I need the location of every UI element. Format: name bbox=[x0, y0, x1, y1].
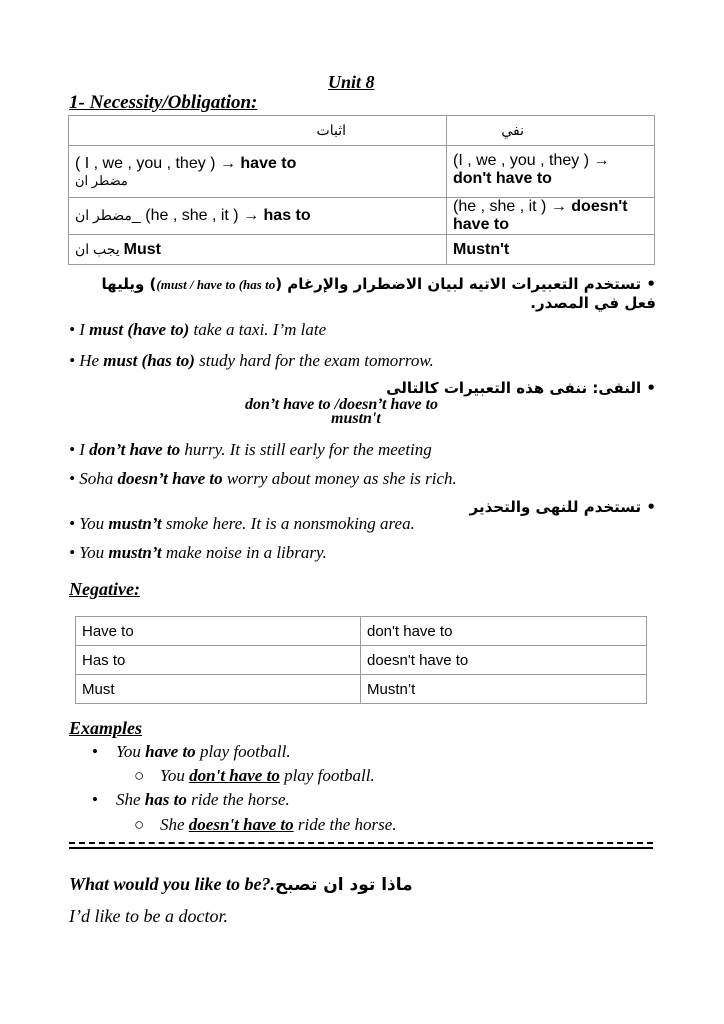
ex3-rest: hurry. It is still early for the meeting bbox=[180, 440, 432, 459]
section-heading-necessity: 1- Necessity/Obligation: bbox=[69, 92, 258, 113]
example-sentence-1: • I must (have to) take a taxi. I’m late bbox=[69, 320, 327, 339]
example-sentence-2: • He must (has to) study hard for the exam tomorrow. bbox=[69, 351, 434, 370]
ex-subject: She bbox=[160, 815, 189, 834]
ex5-subject: You bbox=[79, 514, 109, 533]
ex4-modal: doesn’t have to bbox=[117, 469, 223, 488]
ex6-rest: make noise in a library. bbox=[161, 543, 327, 562]
modal-table bbox=[68, 115, 655, 265]
cell-affirmative-singular bbox=[69, 198, 447, 235]
separator-line-2 bbox=[69, 847, 653, 849]
ex6-subject: You bbox=[79, 543, 109, 562]
circle-bullet-icon: ○ bbox=[134, 766, 145, 785]
have-to-label: have to bbox=[240, 154, 297, 172]
ex-rest: ride the horse. bbox=[186, 790, 290, 809]
ex2-subject: He bbox=[79, 351, 104, 370]
ex6-modal: mustn’t bbox=[108, 543, 162, 562]
question-line bbox=[69, 874, 413, 895]
ex-rest: ride the horse. bbox=[293, 815, 397, 834]
example-sentence-5: • You mustn’t smoke here. It is a nonsmoking area. bbox=[69, 514, 415, 533]
negative-table bbox=[75, 616, 647, 704]
ex-subject: She bbox=[116, 790, 145, 809]
ex3-modal: don’t have to bbox=[89, 440, 181, 459]
ex-rest: play football. bbox=[279, 766, 375, 785]
ex5-rest: smoke here. It is a nonsmoking area. bbox=[161, 514, 415, 533]
neg-table-cell: Must bbox=[76, 675, 361, 704]
question-english: What would you like to be?. bbox=[69, 874, 276, 894]
examples-heading: Examples bbox=[69, 718, 143, 738]
example-list-item bbox=[92, 742, 291, 762]
neg-table-cell: don't have to bbox=[361, 617, 647, 646]
ex2-rest: study hard for the exam tomorrow. bbox=[194, 351, 434, 370]
pronouns-singular: _ (he , she , it ) → bbox=[131, 207, 264, 224]
example-sentence-6: • You mustn’t make noise in a library. bbox=[69, 543, 327, 562]
has-to-label: has to bbox=[263, 207, 311, 224]
example-sub-item bbox=[134, 815, 397, 835]
pronouns-plural: ( I , we , you , they ) → bbox=[75, 154, 241, 172]
ex-modal: don't have to bbox=[189, 766, 280, 785]
arabic-meaning-obliged-2: مضطر ان bbox=[75, 207, 132, 223]
ex5-modal: mustn’t bbox=[108, 514, 162, 533]
ex-modal: have to bbox=[145, 742, 196, 761]
neg-table-cell: doesn't have to bbox=[361, 646, 647, 675]
note-usage-obligation: • تستخدم التعبيرات الاتيه لبيان الاضطرار والإرغام ((must / have to (has to) ويليها فعل في المصدر. bbox=[101, 275, 656, 312]
pronouns-plural-neg: (I , we , you , they ) → bbox=[453, 152, 610, 169]
doesnt-have-to-label: doesn't have to bbox=[453, 198, 628, 233]
bullet-icon: • bbox=[92, 790, 98, 809]
ex2-modal: must (has to) bbox=[103, 351, 195, 370]
example-sub-item bbox=[134, 766, 375, 786]
question-arabic: ماذا تود ان تصبح bbox=[275, 875, 413, 895]
cell-mustnt bbox=[447, 235, 655, 265]
neg-table-cell: Have to bbox=[76, 617, 361, 646]
note-prohibition: • تستخدم للنهى والتحذير bbox=[469, 498, 656, 516]
note-arabic-part-b: ويليها فعل في المصدر. bbox=[101, 275, 656, 312]
ex1-modal: must (have to) bbox=[89, 320, 190, 339]
header-affirmative: اثبات bbox=[69, 116, 447, 146]
circle-bullet-icon: ○ bbox=[134, 815, 145, 834]
negation-forms: don’t have to /doesn’t have to bbox=[245, 396, 439, 413]
ex1-rest: take a taxi. I’m late bbox=[189, 320, 327, 339]
arabic-meaning-must: يجب ان bbox=[75, 240, 124, 257]
neg-table-cell: Has to bbox=[76, 646, 361, 675]
ex-rest: play football. bbox=[195, 742, 291, 761]
ex4-rest: worry about money as she is rich. bbox=[222, 469, 457, 488]
arabic-meaning-obliged: مضطر ان bbox=[75, 172, 128, 188]
bullet-icon: • bbox=[92, 742, 98, 761]
cell-affirmative-plural bbox=[69, 146, 447, 198]
ex-modal: doesn't have to bbox=[188, 815, 294, 834]
ex-subject: You bbox=[160, 766, 190, 785]
must-label: Must bbox=[123, 240, 161, 258]
note-english-part: (must / have to (has to bbox=[156, 277, 276, 292]
ex1-subject: I bbox=[79, 320, 90, 339]
separator-line bbox=[69, 842, 653, 844]
example-sentence-3: • I don’t have to hurry. It is still early for the meeting bbox=[69, 440, 432, 459]
header-negative: نفي bbox=[447, 116, 655, 146]
answer-line: I’d like to be a doctor. bbox=[69, 906, 228, 926]
ex-modal: has to bbox=[144, 790, 187, 809]
cell-negative-singular bbox=[447, 198, 655, 235]
note-arabic-part-a: • تستخدم التعبيرات الاتيه لبيان الاضطرار والإرغام ( bbox=[275, 275, 656, 293]
dont-have-to-label: don't have to bbox=[453, 170, 552, 187]
cell-negative-plural bbox=[447, 146, 655, 198]
note-negation: • النفى: ننفى هذه التعبيرات كالتالى bbox=[386, 379, 656, 397]
example-sentence-4: • Soha doesn’t have to worry about money as she is rich. bbox=[69, 469, 457, 488]
ex3-subject: I bbox=[79, 440, 90, 459]
ex-subject: You bbox=[116, 742, 146, 761]
mustnt-label: Mustn't bbox=[453, 240, 510, 258]
neg-table-cell: Mustn’t bbox=[361, 675, 647, 704]
cell-must bbox=[69, 235, 447, 265]
negation-mustnt: mustn't bbox=[331, 410, 381, 427]
negative-heading: Negative: bbox=[69, 579, 140, 599]
page-title: Unit 8 bbox=[328, 72, 375, 92]
example-list-item bbox=[92, 790, 290, 810]
pronouns-singular-neg: (he , she , it ) → bbox=[453, 198, 572, 215]
ex4-subject: Soha bbox=[79, 469, 118, 488]
